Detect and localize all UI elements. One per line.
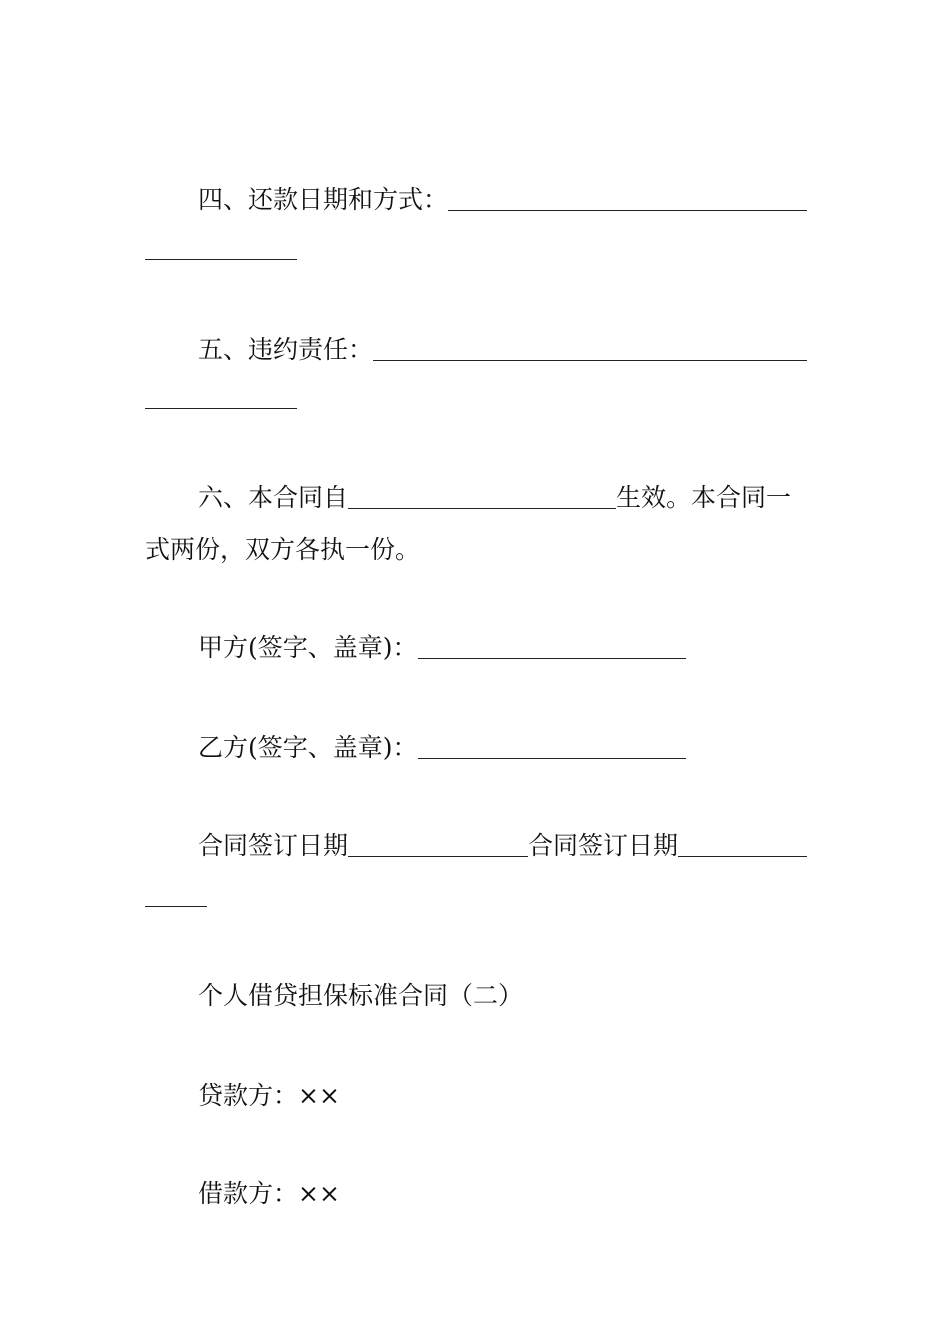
lender-line: 贷款方：×× bbox=[198, 1081, 340, 1110]
liability-blank[interactable] bbox=[373, 360, 807, 361]
effective-date-blank[interactable] bbox=[348, 508, 616, 509]
clause-effective-prefix: 六、本合同自 bbox=[198, 483, 349, 512]
party-b-blank[interactable] bbox=[418, 758, 686, 759]
party-b-signature bbox=[145, 728, 807, 768]
borrower-line: 借款方：×× bbox=[198, 1179, 340, 1208]
signing-date bbox=[145, 826, 807, 866]
party-a-label: 甲方(签字、盖章)： bbox=[198, 633, 418, 662]
party-b-label: 乙方(签字、盖章)： bbox=[198, 733, 418, 762]
signing-date-blank-2-continued[interactable] bbox=[145, 906, 207, 907]
party-a-signature bbox=[145, 628, 807, 668]
clause-effective bbox=[145, 478, 807, 518]
signing-date-blank-2[interactable] bbox=[678, 856, 807, 857]
clause-liability-label: 五、违约责任： bbox=[198, 335, 374, 364]
section-title: 个人借贷担保标准合同（二） bbox=[198, 981, 524, 1010]
signing-date-label-1: 合同签订日期 bbox=[198, 831, 349, 860]
signing-date-blank-1[interactable] bbox=[348, 856, 528, 857]
clause-effective-suffix: 生效。本合同一 bbox=[616, 483, 792, 512]
signing-date-label-2: 合同签订日期 bbox=[528, 831, 679, 860]
repayment-blank-continued[interactable] bbox=[145, 259, 297, 260]
party-a-blank[interactable] bbox=[418, 658, 686, 659]
clause-liability bbox=[145, 330, 807, 370]
clause-repayment bbox=[145, 180, 807, 220]
repayment-blank[interactable] bbox=[448, 210, 807, 211]
liability-blank-continued[interactable] bbox=[145, 408, 297, 409]
clause-repayment-label: 四、还款日期和方式： bbox=[198, 185, 449, 214]
clause-effective-continuation: 式两份，双方各执一份。 bbox=[145, 535, 421, 564]
